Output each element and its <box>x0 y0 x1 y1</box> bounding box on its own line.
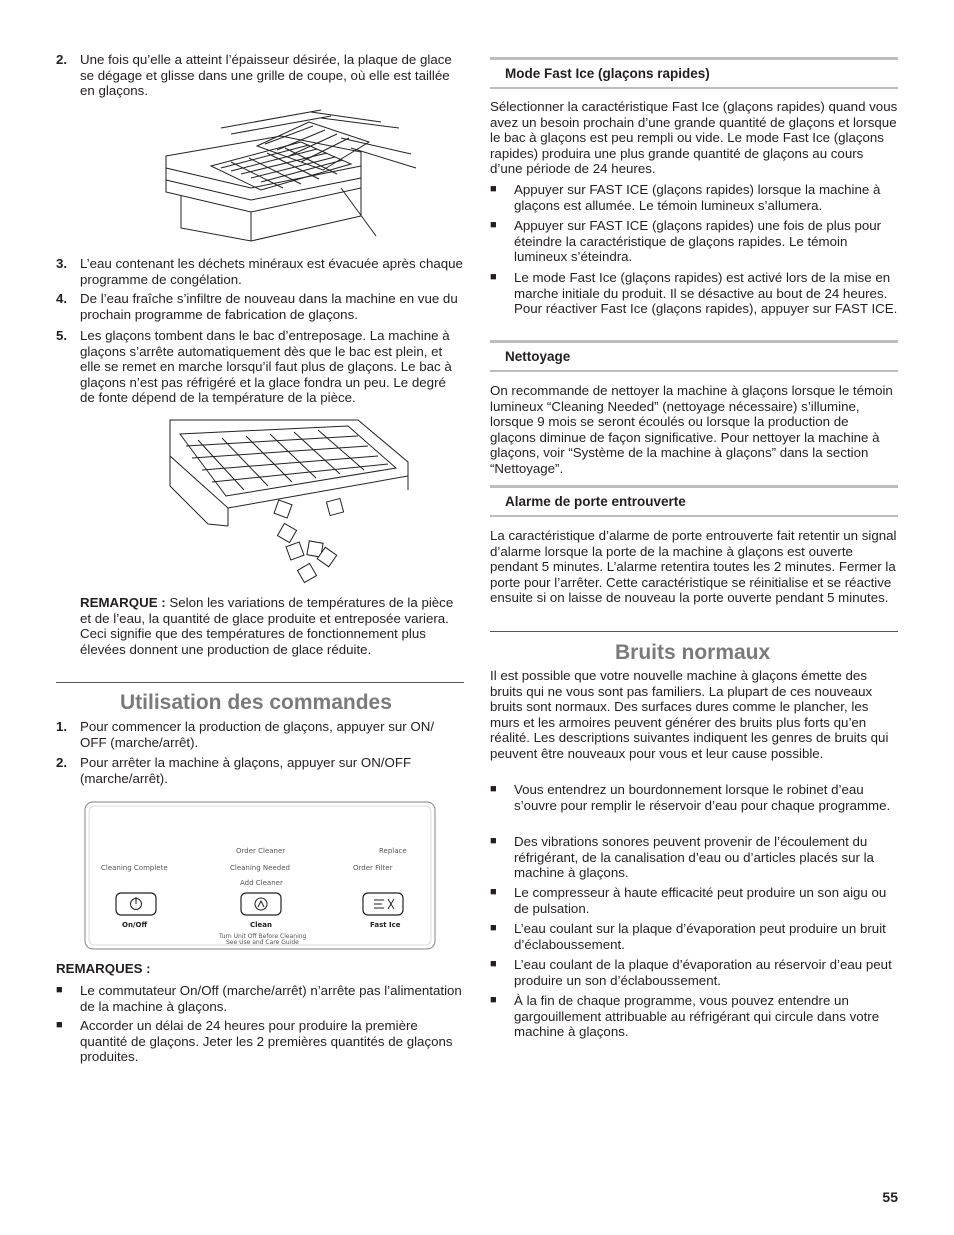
paragraph: La caractéristique d’alarme de porte entrouverte fait retentir un signal d’alarme lorsque la porte de la machine à glaçons est ouverte pendant 5 minutes. L’alarme retentira toutes les 2 minutes. Fermer la porte pour l’arrêter. Cette caractéristique se réinitialise et se réactive ensuite si on laisse de nouveau la porte ouverte pendant 5 minutes. <box>490 528 897 606</box>
on-off-button[interactable] <box>116 893 156 915</box>
section-divider <box>490 631 898 632</box>
list-item-text: Le compresseur à haute efficacité peut produire un son aigu ou de pulsation. <box>514 885 887 916</box>
bullet-icon: ■ <box>490 183 497 195</box>
fast-ice-label: Fast Ice <box>370 921 401 929</box>
list-item <box>490 885 898 917</box>
control-panel-illustration <box>84 801 436 951</box>
list-item-text: Accorder un délai de 24 heures pour produire la première quantité de glaçons. Jeter les 2 premières quantités de glaçons produites. <box>80 1018 453 1065</box>
paragraph: Sélectionner la caractéristique Fast Ice (glaçons rapides) quand vous avez un besoin prochain d’une grande quantité de glaçons et lorsque le bac à glaçons est peu rempli ou vide. Le mode Fast Ice (glaçons rapides) produira une plus grande quantité de glaçons au cours d’une période de 24 heures. <box>490 99 898 177</box>
bullet-icon: ■ <box>490 783 497 795</box>
see-use-label: See Use and Care Guide <box>226 939 299 946</box>
bullet-icon: ■ <box>490 994 497 1006</box>
list-item <box>56 983 464 1015</box>
bullet-icon: ■ <box>490 835 497 847</box>
list-item <box>56 719 464 751</box>
ice-cubes-falling-illustration <box>168 416 413 586</box>
list-number: 5. <box>56 328 68 343</box>
bullet-icon: ■ <box>56 1019 63 1031</box>
order-filter-label: Order Filter <box>353 864 393 872</box>
list-item-text: Pour commencer la production de glaçons, appuyer sur ON/ OFF (marche/arrêt). <box>80 719 435 750</box>
list-item <box>56 52 464 100</box>
page-number: 55 <box>882 1189 898 1205</box>
list-item <box>490 270 898 334</box>
remarque-note <box>80 595 464 675</box>
bullet-icon: ■ <box>490 219 497 231</box>
list-item-text: Le commutateur On/Off (marche/arrêt) n’arrête pas l’alimentation de la machine à glaçons. <box>80 983 462 1014</box>
list-item <box>490 921 898 953</box>
list-number: 2. <box>56 52 68 67</box>
section-title: Bruits normaux <box>615 641 771 664</box>
list-item-text: De l’eau fraîche s’infiltre de nouveau dans la machine en vue du prochain programme de fabrication de glaçons. <box>80 291 458 322</box>
list-number: 1. <box>56 719 68 734</box>
clean-label: Clean <box>250 921 272 929</box>
turn-unit-off-label: Turn Unit Off Before Cleaning <box>219 933 307 940</box>
list-item-text: Pour arrêter la machine à glaçons, appuyer sur ON/OFF (marche/arrêt). <box>80 755 412 786</box>
list-item-text: L’eau coulant de la plaque d’évaporation au réservoir d’eau peut produire un son d’éclaboussement. <box>514 957 892 988</box>
list-item-text: À la fin de chaque programme, vous pouvez entendre un gargouillement attribuable au réfrigérant qui circule dans votre machine à glaçons. <box>514 993 880 1040</box>
list-item <box>56 755 464 787</box>
section-heading: Mode Fast Ice (glaçons rapides) <box>490 57 898 89</box>
cleaning-needed-label: Cleaning Needed <box>230 864 290 872</box>
remarque-text: Selon les variations de températures de la pièce et de l’eau, la quantité de glace produite et entreposée variera. Ceci signifie que des températures de fonctionnement plus élevées donnent une production de glace réduite. <box>80 595 454 657</box>
list-item-text: L’eau coulant sur la plaque d’évaporation peut produire un bruit d’éclaboussement. <box>514 921 886 952</box>
cleaning-complete-label: Cleaning Complete <box>101 864 168 872</box>
fast-ice-button[interactable] <box>363 893 403 915</box>
bullet-icon: ■ <box>490 271 497 283</box>
list-item-text: Les glaçons tombent dans le bac d’entreposage. La machine à glaçons s’arrête automatiquement dès que le bac est plein, et elle se remet en marche lorsqu’il faut plus de glaçons. Le bac à glaçons n’est pas réfrigéré et la glace fondra un peu. Le degré de fonte dépend de la température de la pièce. <box>80 328 452 406</box>
section-title: Utilisation des commandes <box>120 691 392 714</box>
list-item-text: Une fois qu’elle a atteint l’épaisseur désirée, la plaque de glace se dégage et glisse dans une grille de coupe, où elle est taillée en glaçons. <box>80 52 452 99</box>
list-item <box>490 218 898 266</box>
list-item <box>490 182 898 214</box>
on-off-label: On/Off <box>122 921 148 929</box>
paragraph: Il est possible que votre nouvelle machine à glaçons émette des bruits qui ne vous sont pas familiers. La plupart de ces nouveaux bruits sont normaux. Des surfaces dures comme le plancher, les murs et les armoires peuvent générer des bruits plus forts qu’en réalité. Les descriptions suivantes indiquent les genres de bruits qui peuvent être nouveaux pour vous et leur cause possible. <box>490 668 889 761</box>
list-item <box>490 782 898 830</box>
section-heading: Alarme de porte entrouverte <box>490 485 898 517</box>
list-item <box>490 957 898 989</box>
list-item <box>56 328 464 408</box>
ice-plate-illustration <box>161 108 421 243</box>
list-item-text: Le mode Fast Ice (glaçons rapides) est activé lors de la mise en marche initiale du produit. Il se désactive au bout de 24 heures. Pour réactiver Fast Ice (glaçons rapides), appuyer sur FAST ICE. <box>514 270 898 317</box>
list-item <box>490 834 898 882</box>
order-cleaner-label: Order Cleaner <box>236 847 286 855</box>
list-item-text: Vous entendrez un bourdonnement lorsque le robinet d’eau s’ouvre pour remplir le réservoir d’eau pour chaque programme. <box>514 782 891 813</box>
clean-button[interactable] <box>241 893 281 915</box>
section-divider <box>56 682 464 683</box>
bullet-icon: ■ <box>490 958 497 970</box>
remarques-label: REMARQUES : <box>56 961 151 976</box>
add-cleaner-label: Add Cleaner <box>240 879 283 887</box>
list-number: 2. <box>56 755 68 770</box>
section-heading: Nettoyage <box>490 340 898 372</box>
list-item <box>490 993 898 1041</box>
list-item-text: L’eau contenant les déchets minéraux est évacuée après chaque programme de congélation. <box>80 256 463 287</box>
list-item-text: Appuyer sur FAST ICE (glaçons rapides) lorsque la machine à glaçons est allumée. Le témoin lumineux s’allumera. <box>514 182 881 213</box>
bullet-icon: ■ <box>490 922 497 934</box>
remarque-label: REMARQUE : <box>80 595 166 610</box>
list-item <box>56 1018 464 1066</box>
list-item <box>56 256 464 288</box>
bullet-icon: ■ <box>490 886 497 898</box>
list-item <box>56 291 464 323</box>
replace-label: Replace <box>379 847 407 855</box>
bullet-icon: ■ <box>56 984 63 996</box>
list-item-text: Appuyer sur FAST ICE (glaçons rapides) une fois de plus pour éteindre la caractéristique de glaçons rapides. Le témoin lumineux s’éteindra. <box>514 218 882 265</box>
list-number: 4. <box>56 291 68 306</box>
paragraph: On recommande de nettoyer la machine à glaçons lorsque le témoin lumineux “Cleaning Needed” (nettoyage nécessaire) s’illumine, lorsque 9 mois se seront écoulés ou lorsque la production de glaçons diminue de façon significative. Pour nettoyer la machine à glaçons, voir “Système de la machine à glaçons” dans la section “Nettoyage”. <box>490 383 893 476</box>
list-number: 3. <box>56 256 68 271</box>
list-item-text: Des vibrations sonores peuvent provenir de l’écoulement du réfrigérant, de la canalisation d’eau ou d’articles placés sur la machine à glaçons. <box>514 834 874 881</box>
